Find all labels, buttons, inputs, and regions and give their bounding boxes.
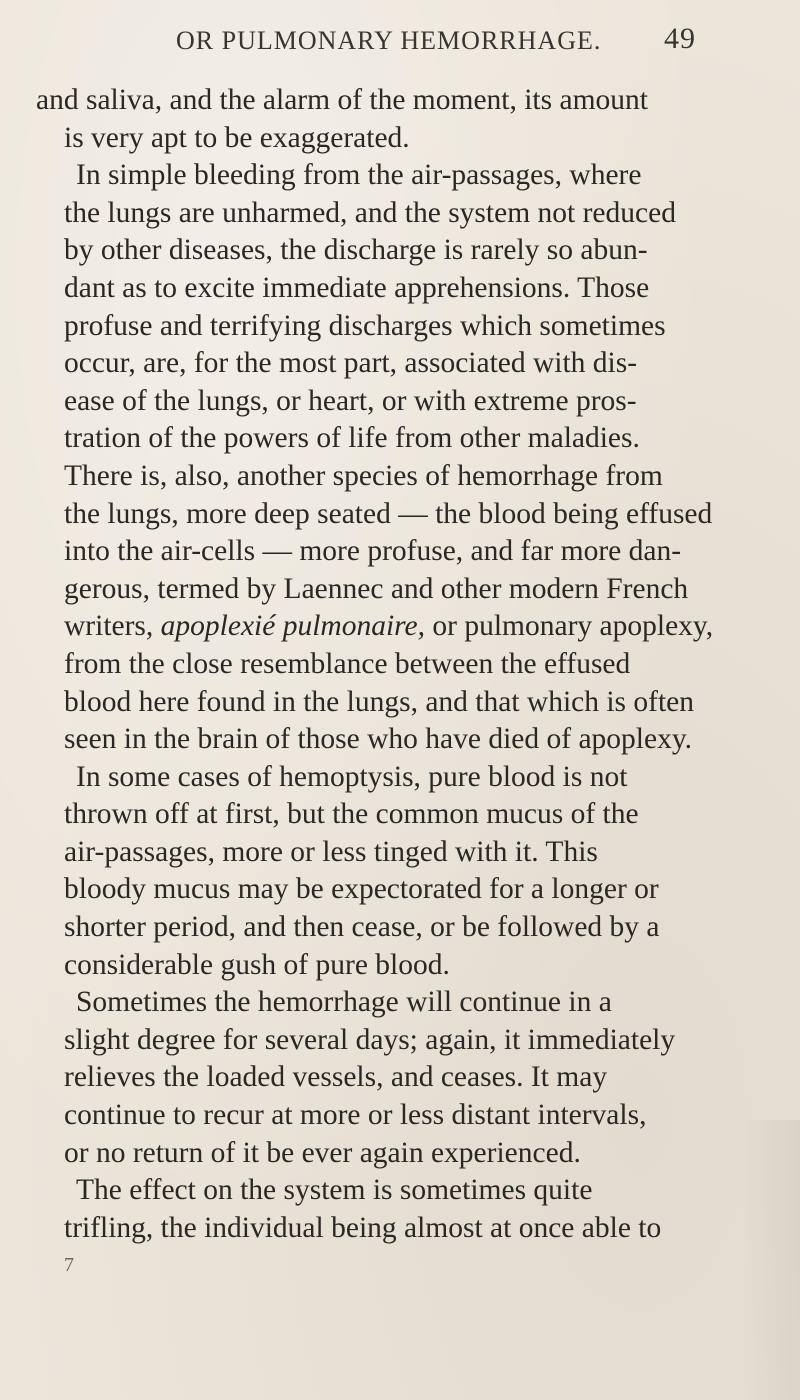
text-line: dant as to excite immediate apprehensions. Those [64, 271, 650, 304]
text-line: from the close resemblance between the effused [64, 647, 631, 680]
text-segment: or pulmonary apoplexy, [425, 610, 714, 643]
text-line: occur, are, for the most part, associated with dis- [64, 347, 638, 380]
text-line: thrown off at first, but the common mucus of the [64, 798, 639, 831]
page-number: 49 [664, 22, 696, 55]
running-head: OR PULMONARY HEMORRHAGE. [176, 26, 602, 55]
paragraph-start-line: The effect on the system is sometimes quite [76, 1174, 593, 1207]
paragraph-start-line: In simple bleeding from the air-passages, where [76, 159, 642, 192]
text-line: There is, also, another species of hemorrhage from [64, 459, 663, 492]
text-line: bloody mucus may be expectorated for a longer or [64, 873, 659, 906]
page-header [176, 22, 696, 62]
text-line: considerable gush of pure blood. [64, 948, 450, 981]
text-segment: writers, [64, 610, 161, 643]
text-line: air-passages, more or less tinged with it. This [64, 835, 598, 868]
text-line: or no return of it be ever again experienced. [64, 1136, 581, 1169]
italic-term: apoplexié pulmonaire, [160, 610, 426, 643]
text-line: ease of the lungs, or heart, or with extreme pros- [64, 384, 637, 417]
text-line: the lungs, more deep seated — the blood being effused [64, 497, 713, 530]
text-line-with-italic [36, 608, 776, 646]
text-line: into the air-cells — more profuse, and far more dan- [64, 535, 682, 568]
body-text [36, 82, 776, 1285]
text-line: blood here found in the lungs, and that which is often [64, 685, 695, 718]
text-line: and saliva, and the alarm of the moment, its amount [36, 84, 648, 116]
text-line: seen in the brain of those who have died of apoplexy. [64, 723, 693, 756]
text-line: the lungs are unharmed, and the system not reduced [64, 196, 676, 229]
paragraph-start-line: Sometimes the hemorrhage will continue in a [76, 986, 612, 1019]
text-line: trifling, the individual being almost at once able to [64, 1211, 662, 1244]
text-line: tration of the powers of life from other maladies. [64, 422, 640, 455]
text-line: gerous, termed by Laennec and other modern French [64, 572, 689, 605]
text-line: slight degree for several days; again, it immediately [64, 1023, 676, 1056]
text-line: profuse and terrifying discharges which sometimes [64, 309, 666, 342]
paragraph-start-line: In some cases of hemoptysis, pure blood is not [76, 760, 628, 793]
signature-mark: 7 [64, 1254, 74, 1277]
page-edge-shadow [740, 1120, 800, 1400]
text-line: continue to recur at more or less distant intervals, [64, 1099, 647, 1132]
text-line: by other diseases, the discharge is rarely so abun- [64, 234, 648, 267]
text-line: relieves the loaded vessels, and ceases. It may [64, 1061, 608, 1094]
text-line: shorter period, and then cease, or be followed by a [64, 911, 660, 944]
text-line: is very apt to be exaggerated. [64, 121, 410, 154]
